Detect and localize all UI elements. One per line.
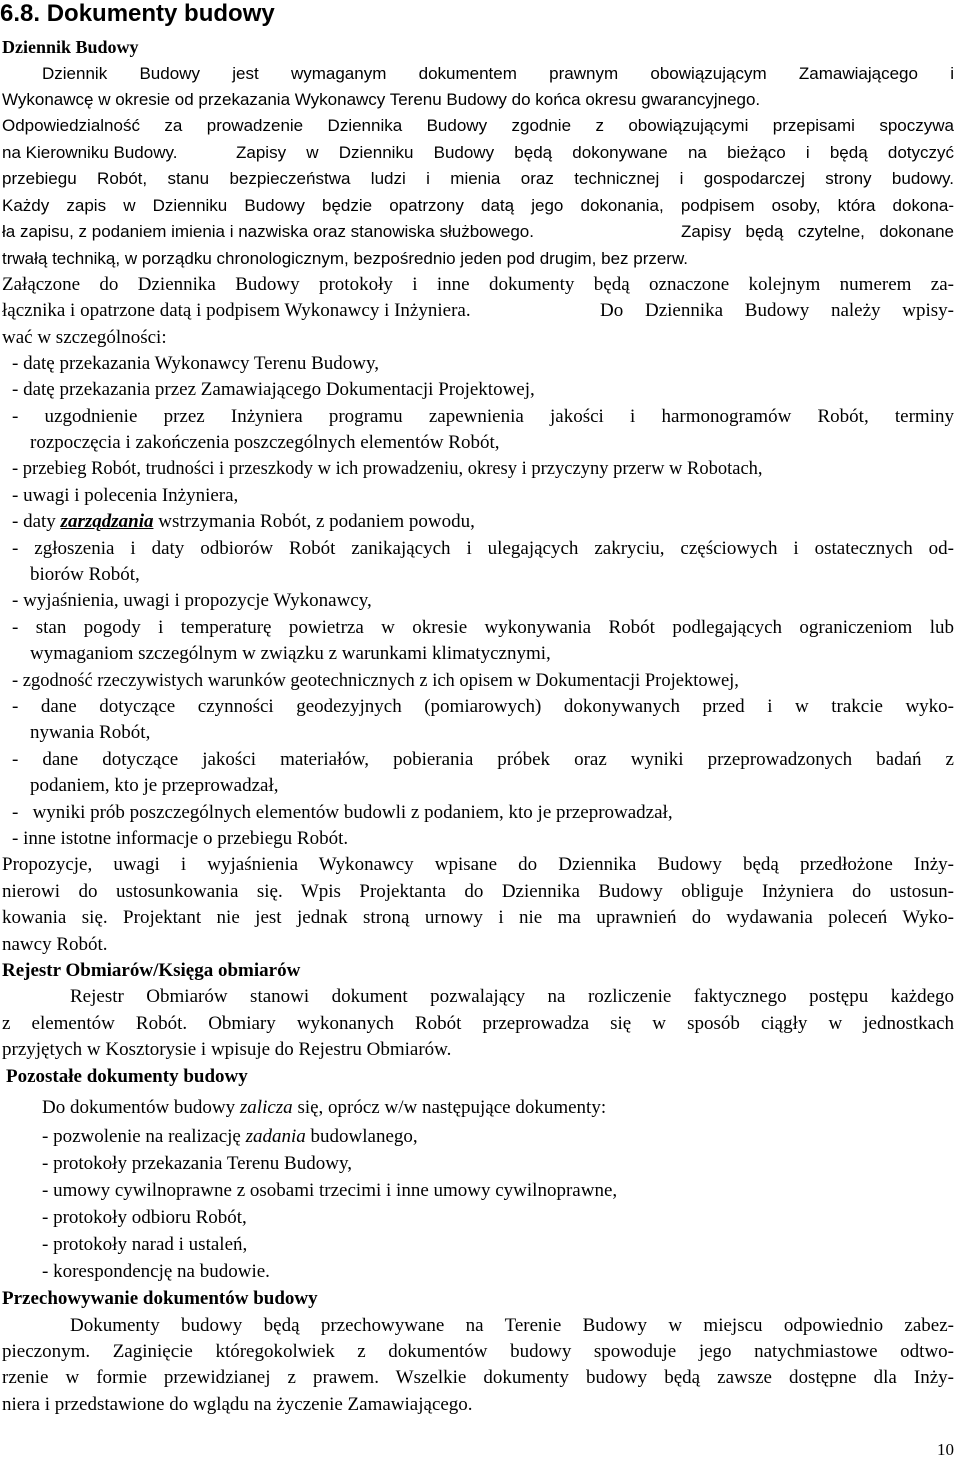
dziennik-line-2: Wykonawcę w okresie od przekazania Wykonawcy Terenu Budowy do końca okresu gwarancyjnego. [2, 90, 761, 109]
pozostale-item: - korespondencję na budowie. [42, 1261, 270, 1282]
przechowywanie-line-1: Dokumenty budowy będą przechowywane na Terenie Budowy w miejscu odpowiednio zabez- [70, 1315, 954, 1336]
page-number: 10 [937, 1440, 954, 1459]
dziennik-item: - datę przekazania przez Zamawiającego Dokumentacji Projektowej, [12, 379, 535, 400]
dziennik-line-7: Każdy zapis w Dzienniku Budowy będzie opatrzony datą jego dokonania, podpisem osoby, która dokona- [2, 196, 954, 215]
dziennik-line-6: przebiegu Robót, stanu bezpieczeństwa ludzi i mienia oraz technicznej i gospodarczej strony budowy. [2, 169, 954, 188]
dziennik-item: - zgłoszenia i daty odbiorów Robót zanikających i ulegających zakryciu, częściowych i ostatecznych od- [12, 538, 954, 559]
rejestr-line-1: Rejestr Obmiarów stanowi dokument pozwalający na rozliczenie faktycznego postępu każdego [70, 986, 954, 1007]
intro-emphasis: zalicza [239, 1097, 293, 1118]
pozostale-item: - protokoły przekazania Terenu Budowy, [42, 1153, 352, 1174]
section-title-pozostale: Pozostałe dokumenty budowy [6, 1066, 248, 1087]
dziennik-closing-line: nawcy Robót. [2, 934, 108, 955]
dziennik-item: - datę przekazania Wykonawcy Terenu Budowy, [12, 353, 380, 374]
dziennik-item-cont: podaniem, kto je przeprowadzał, [30, 775, 279, 796]
rejestr-line-3: przyjętych w Kosztorysie i wpisuje do Rejestru Obmiarów. [2, 1039, 452, 1060]
dziennik-closing-line: nierowi do ustosunkowania się. Wpis Projektanta do Dziennika Budowy obliguje Inżyniera do ustosun- [2, 881, 954, 902]
item-text: wstrzymania Robót, z podaniem powodu, [153, 511, 475, 532]
dziennik-line-14: wać w szczególności: [2, 327, 167, 348]
pozostale-item: - protokoły odbioru Robót, [42, 1207, 247, 1228]
dziennik-item: - inne istotne informacje o przebiegu Robót. [12, 828, 349, 849]
item-emphasis: zarządzania [60, 511, 154, 532]
przechowywanie-line-3: rzenie w formie przewidzianej z prawem. Wszelkie dokumenty budowy będą zawsze dostępne dla Inży- [2, 1367, 954, 1388]
dziennik-line-13: Do Dziennika Budowy należy wpisy- [600, 300, 954, 321]
rejestr-line-2: z elementów Robót. Obmiary wykonanych Robót przeprowadza się w sposób ciągły w jednostkach [2, 1013, 954, 1034]
dziennik-item: - uzgodnienie przez Inżyniera programu zapewnienia jakości i harmonogramów Robót, terminy [12, 406, 954, 427]
item-text: budowlanego, [305, 1126, 418, 1147]
dziennik-line-8: ła zapisu, z podaniem imienia i nazwiska oraz stanowiska służbowego. [2, 222, 534, 241]
dziennik-line-9: Zapisy będą czytelne, dokonane [681, 222, 954, 241]
dziennik-item-cont: rozpoczęcia i zakończenia poszczególnych elementów Robót, [30, 432, 500, 453]
intro-text: Do dokumentów budowy [42, 1097, 240, 1118]
dziennik-item-cont: wymaganiom szczególnym w związku z warunkami klimatycznymi, [30, 643, 551, 664]
pozostale-item: - protokoły narad i ustaleń, [42, 1234, 248, 1255]
item-text: - pozwolenie na realizację [42, 1126, 246, 1147]
dziennik-line-12: łącznika i opatrzone datą i podpisem Wykonawcy i Inżyniera. [2, 300, 471, 321]
pozostale-intro [42, 1095, 606, 1121]
section-title-dziennik: Dziennik Budowy [2, 37, 139, 57]
section-title-rejestr: Rejestr Obmiarów/Księga obmiarów [2, 960, 301, 981]
dziennik-item [12, 509, 475, 535]
dziennik-line-3: Odpowiedzialność za prowadzenie Dziennika Budowy zgodnie z obowiązującymi przepisami spoczywa [2, 116, 954, 135]
pozostale-item: - umowy cywilnoprawne z osobami trzecimi i inne umowy cywilnoprawne, [42, 1180, 618, 1201]
dziennik-item-cont: biorów Robót, [30, 564, 140, 585]
dziennik-item: - zgodność rzeczywistych warunków geotechnicznych z ich opisem w Dokumentacji Projektowej, [12, 671, 739, 691]
dziennik-line-10: trwałą techniką, w porządku chronologicznym, bezpośrednio jeden pod drugim, bez przerw. [2, 249, 689, 268]
dziennik-item: - dane dotyczące czynności geodezyjnych (pomiarowych) dokonywanych przed i w trakcie wyko- [12, 696, 954, 717]
dziennik-item: - uwagi i polecenia Inżyniera, [12, 485, 239, 506]
item-text: - daty [12, 511, 61, 532]
section-title-przechowywanie: Przechowywanie dokumentów budowy [2, 1288, 318, 1309]
dziennik-item: - wyniki prób poszczególnych elementów budowli z podaniem, kto je przeprowadzał, [12, 802, 673, 823]
page-heading: 6.8. Dokumenty budowy [0, 0, 275, 27]
dziennik-item: - przebieg Robót, trudności i przeszkody w ich prowadzeniu, okresy i przyczyny przerw w Robotach, [12, 459, 763, 479]
item-emphasis: zadania [245, 1126, 306, 1147]
przechowywanie-line-2: pieczonym. Zaginięcie któregokolwiek z dokumentów budowy spowoduje jego natychmiastowe odtwo- [2, 1341, 954, 1362]
dziennik-line-1: Dziennik Budowy jest wymaganym dokumentem prawnym obowiązującym Zamawiającego i [42, 64, 954, 83]
intro-text: się, oprócz w/w następujące dokumenty: [292, 1097, 607, 1118]
dziennik-item: - stan pogody i temperaturę powietrza w okresie wykonywania Robót podlegających ograniczeniom lub [12, 617, 954, 638]
dziennik-line-11: Załączone do Dziennika Budowy protokoły i inne dokumenty będą oznaczone kolejnym numerem za- [2, 274, 954, 295]
dziennik-closing-line: kowania się. Projektant nie jest jednak stroną urnowy i nie ma uprawnień do wydawania poleceń Wyko- [2, 907, 954, 928]
dziennik-item-cont: nywania Robót, [30, 722, 151, 743]
dziennik-closing-line: Propozycje, uwagi i wyjaśnienia Wykonawcy wpisane do Dziennika Budowy będą przedłożone Inży- [2, 854, 954, 875]
pozostale-item [42, 1124, 418, 1150]
dziennik-item: - dane dotyczące jakości materiałów, pobierania próbek oraz wyniki przeprowadzonych badań z [12, 749, 954, 770]
przechowywanie-line-4: niera i przedstawione do wglądu na życzenie Zamawiającego. [2, 1394, 473, 1415]
dziennik-line-4: na Kierowniku Budowy. [2, 143, 178, 162]
dziennik-line-5: Zapisy w Dzienniku Budowy będą dokonywane na bieżąco i będą dotyczyć [236, 143, 954, 162]
dziennik-item: - wyjaśnienia, uwagi i propozycje Wykonawcy, [12, 590, 372, 611]
